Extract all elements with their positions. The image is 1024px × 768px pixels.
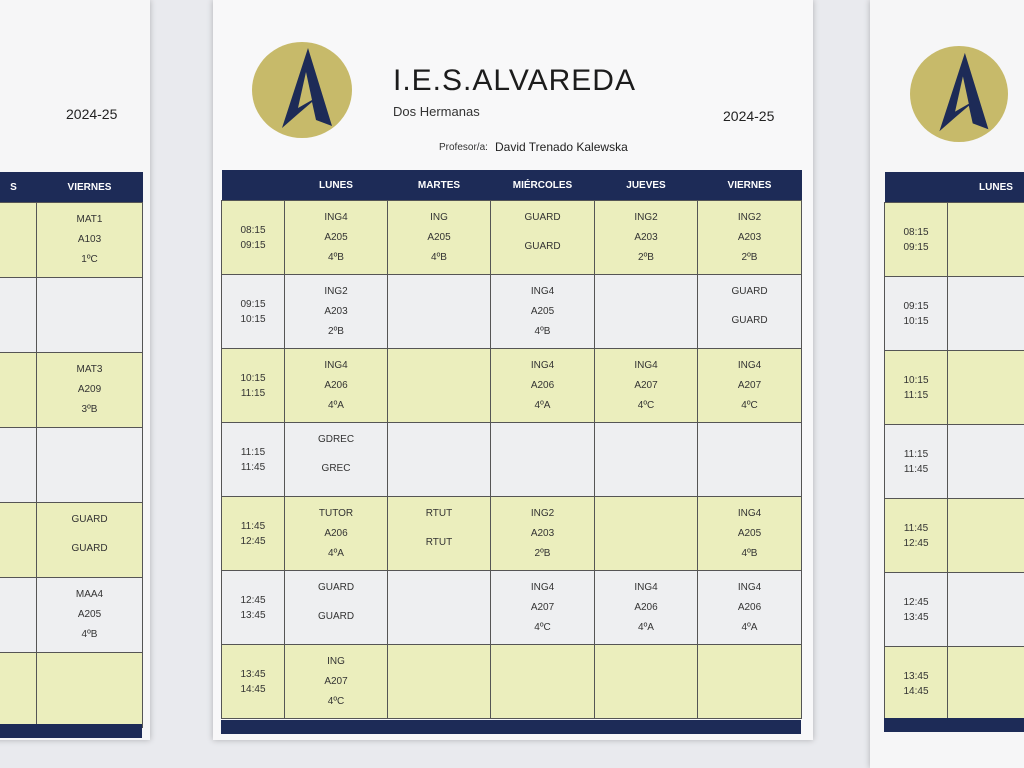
time-start: 08:15 (240, 224, 266, 236)
class-group: 4ºA (534, 399, 551, 411)
class-cell-content (0, 284, 36, 346)
schedule-cell (698, 275, 802, 349)
time-slot (222, 497, 285, 571)
class-group: 2ºB (741, 251, 758, 263)
class-subject: ING2 (530, 507, 555, 519)
class-subject: ING4 (634, 581, 658, 593)
class-room: A203 (737, 231, 762, 243)
class-cell-content (491, 429, 594, 491)
schedule-cell (0, 278, 37, 353)
left-header-viernes: VIERNES (37, 172, 143, 203)
class-cell-content (37, 209, 142, 271)
class-cell-content (595, 503, 697, 565)
class-cell-content (37, 659, 142, 721)
class-room: A205 (737, 527, 762, 539)
schedule-row (222, 571, 802, 645)
class-room: GUARD (731, 314, 768, 326)
class-room: A205 (77, 609, 102, 620)
class-room: A206 (634, 601, 658, 613)
time-end: 12:45 (240, 535, 266, 547)
right-schedule-row (885, 499, 1024, 573)
schedule-row (222, 645, 802, 719)
schedule-row (222, 423, 802, 497)
schedule-cell (0, 203, 37, 278)
schedule-cell (595, 497, 698, 571)
class-subject: TUTOR (318, 507, 354, 519)
class-group: 4ºB (534, 325, 551, 337)
schedule-cell (388, 275, 491, 349)
class-cell-content (0, 584, 36, 646)
time-end: 11:45 (240, 461, 266, 473)
main-schedule-table (221, 170, 802, 719)
class-group: 4ºC (741, 399, 758, 411)
class-room: A205 (324, 231, 348, 243)
schedule-cell (948, 573, 1024, 647)
class-cell-content (37, 584, 142, 646)
class-cell-content (0, 434, 36, 496)
left-schedule-row (0, 653, 143, 728)
schedule-cell (37, 278, 143, 353)
class-cell-content (595, 651, 697, 713)
class-room: A207 (324, 675, 348, 687)
class-group: 4ºA (741, 621, 758, 633)
time-slot (222, 571, 285, 645)
left-schedule-table (0, 172, 143, 728)
schedule-cell (595, 201, 698, 275)
time-start: 10:15 (240, 372, 266, 384)
class-group: 4ºA (328, 399, 344, 411)
class-group: 4ºB (741, 547, 758, 559)
schedule-cell (491, 423, 595, 497)
left-header-0: S (0, 172, 37, 203)
schedule-cell (0, 578, 37, 653)
class-cell-content (285, 577, 387, 639)
class-group: 4ºC (534, 621, 551, 633)
class-room: RTUT (425, 536, 453, 548)
schedule-cell (37, 428, 143, 503)
class-subject: ING (430, 211, 448, 223)
right-header-lunes: LUNES (948, 172, 1024, 203)
class-subject: GUARD (731, 285, 768, 297)
left-footer-bar (0, 724, 142, 738)
schedule-cell (0, 353, 37, 428)
class-room: A207 (530, 601, 555, 613)
class-cell-content (37, 434, 142, 496)
schedule-cell (491, 645, 595, 719)
time-start: 11:45 (240, 520, 266, 532)
class-cell-content (698, 577, 801, 639)
time-slot (222, 645, 285, 719)
time-start: 10:15 (903, 374, 929, 386)
class-subject: ING4 (324, 211, 348, 223)
header-jueves: JUEVES (595, 170, 698, 201)
class-group: 3ºB (81, 404, 98, 415)
class-subject: ING4 (530, 581, 555, 593)
schedule-cell (491, 275, 595, 349)
class-subject: MAA4 (75, 589, 104, 600)
class-cell-content (595, 281, 697, 343)
class-cell-content (285, 281, 387, 343)
schedule-cell (491, 571, 595, 645)
class-cell-content (0, 509, 36, 571)
class-cell-content (698, 651, 801, 713)
professor-label: Profesor/a: (439, 142, 488, 153)
schedule-row (222, 497, 802, 571)
right-schedule-row (885, 351, 1024, 425)
schedule-cell (948, 351, 1024, 425)
schedule-cell (0, 503, 37, 578)
time-slot (885, 647, 948, 721)
class-cell-content (388, 503, 490, 565)
schedule-cell (388, 201, 491, 275)
right-footer-bar (884, 718, 1024, 732)
class-room: A203 (324, 305, 348, 317)
class-cell-content (388, 429, 490, 491)
svg-text:a: a (316, 109, 323, 124)
schedule-cell (595, 571, 698, 645)
class-group: 2ºB (328, 325, 344, 337)
schedule-cell (595, 275, 698, 349)
left-schedule-row (0, 278, 143, 353)
time-slot (222, 349, 285, 423)
header-lunes: LUNES (285, 170, 388, 201)
class-subject: GUARD (317, 581, 355, 593)
class-cell-content (388, 577, 490, 639)
time-end: 14:45 (903, 685, 929, 697)
class-cell-content (37, 284, 142, 346)
class-subject: ING4 (737, 581, 762, 593)
schedule-cell (388, 497, 491, 571)
schedule-cell (595, 645, 698, 719)
class-cell-content (698, 281, 801, 343)
time-start: 12:45 (240, 594, 266, 606)
time-slot (885, 277, 948, 351)
time-start: 13:45 (240, 668, 266, 680)
header-viernes: VIERNES (698, 170, 802, 201)
time-start: 13:45 (903, 670, 929, 682)
class-room: GUARD (317, 610, 355, 622)
time-end: 09:15 (240, 239, 266, 251)
class-cell-content (388, 281, 490, 343)
class-subject: ING4 (530, 359, 555, 371)
right-schedule-table (884, 172, 1024, 721)
class-group: 4ºB (81, 629, 98, 640)
schedule-cell (948, 647, 1024, 721)
class-subject: RTUT (425, 507, 453, 519)
class-cell-content (491, 651, 594, 713)
time-slot (222, 275, 285, 349)
time-slot (885, 203, 948, 277)
schedule-cell (285, 349, 388, 423)
left-schedule-row (0, 503, 143, 578)
main-footer-bar (221, 720, 801, 734)
left-schedule-sheet (0, 0, 150, 740)
schedule-row (222, 201, 802, 275)
class-room: A206 (737, 601, 762, 613)
time-slot (222, 423, 285, 497)
schedule-cell (948, 425, 1024, 499)
schedule-cell (698, 497, 802, 571)
school-city: Dos Hermanas (393, 104, 480, 119)
class-subject: ING2 (324, 285, 348, 297)
schedule-cell (491, 349, 595, 423)
class-cell-content (0, 659, 36, 721)
time-end: 11:45 (903, 463, 929, 475)
time-slot (885, 499, 948, 573)
schedule-cell (285, 423, 388, 497)
class-cell-content (37, 509, 142, 571)
class-subject: ING (327, 655, 345, 667)
time-slot (885, 425, 948, 499)
class-group: 2ºB (534, 547, 551, 559)
right-schedule-row (885, 277, 1024, 351)
class-cell-content (285, 503, 387, 565)
schedule-cell (698, 645, 802, 719)
class-cell-content (0, 209, 36, 271)
class-cell-content (0, 359, 36, 421)
class-cell-content (37, 359, 142, 421)
time-start: 11:15 (240, 446, 266, 458)
schedule-cell (285, 497, 388, 571)
time-end: 13:45 (903, 611, 929, 623)
class-cell-content (698, 355, 801, 417)
schedule-cell (37, 653, 143, 728)
time-start: 11:15 (903, 448, 929, 460)
class-cell-content (491, 281, 594, 343)
time-slot (885, 351, 948, 425)
class-cell-content (285, 429, 387, 491)
class-group: 1ºC (81, 254, 98, 265)
time-start: 08:15 (903, 226, 929, 238)
left-schedule-row (0, 578, 143, 653)
svg-text:a: a (972, 111, 980, 127)
class-subject: ING4 (530, 285, 555, 297)
class-cell-content (285, 355, 387, 417)
time-end: 10:15 (240, 313, 266, 325)
class-cell-content (698, 207, 801, 269)
class-cell-content (285, 207, 387, 269)
professor-name: David Trenado Kalewska (495, 140, 628, 154)
class-room: A203 (530, 527, 555, 539)
time-start: 09:15 (903, 300, 929, 312)
class-subject: MAT3 (76, 364, 103, 375)
main-schedule-sheet (213, 0, 813, 740)
school-logo-icon (252, 42, 352, 138)
class-subject: GDREC (317, 433, 355, 445)
class-subject: ING4 (324, 359, 348, 371)
class-room: A205 (530, 305, 555, 317)
class-cell-content (698, 429, 801, 491)
class-cell-content (595, 429, 697, 491)
class-cell-content (595, 577, 697, 639)
right-schedule-row (885, 425, 1024, 499)
class-room: A207 (737, 379, 762, 391)
class-subject: MAT1 (76, 214, 103, 225)
school-title: I.E.S.ALVAREDA (393, 64, 636, 97)
class-group: 4ºA (328, 547, 344, 559)
class-cell-content (491, 503, 594, 565)
left-schedule-row (0, 428, 143, 503)
class-group: 4ºA (638, 621, 654, 633)
right-schedule-sheet (870, 0, 1024, 768)
class-cell-content (698, 503, 801, 565)
schedule-cell (388, 571, 491, 645)
header-miercoles: MIÉRCOLES (491, 170, 595, 201)
class-cell-content (491, 577, 594, 639)
class-room: A103 (77, 234, 102, 245)
left-schedule-row (0, 353, 143, 428)
class-cell-content (388, 651, 490, 713)
schedule-cell (285, 201, 388, 275)
schedule-cell (491, 201, 595, 275)
class-cell-content (388, 207, 490, 269)
time-slot (222, 201, 285, 275)
schedule-cell (948, 499, 1024, 573)
main-year: 2024-25 (723, 108, 775, 124)
class-subject: ING4 (634, 359, 658, 371)
schedule-cell (37, 578, 143, 653)
class-room: A206 (324, 527, 348, 539)
header-martes: MARTES (388, 170, 491, 201)
schedule-cell (948, 203, 1024, 277)
time-end: 09:15 (903, 241, 929, 253)
time-end: 12:45 (903, 537, 929, 549)
time-end: 11:15 (240, 387, 266, 399)
class-cell-content (388, 355, 490, 417)
time-end: 10:15 (903, 315, 929, 327)
time-start: 12:45 (903, 596, 929, 608)
schedule-cell (948, 277, 1024, 351)
class-subject: GUARD (71, 514, 108, 525)
time-slot (885, 573, 948, 647)
left-year: 2024-25 (66, 106, 118, 122)
right-schedule-row (885, 647, 1024, 721)
schedule-row (222, 349, 802, 423)
class-room: GUARD (71, 543, 108, 554)
class-room: A207 (634, 379, 658, 391)
class-cell-content (595, 207, 697, 269)
schedule-cell (595, 423, 698, 497)
class-cell-content (285, 651, 387, 713)
class-group: 4ºB (431, 251, 447, 263)
time-end: 14:45 (240, 683, 266, 695)
school-logo-icon (910, 46, 1008, 142)
class-room: A209 (77, 384, 102, 395)
schedule-cell (0, 428, 37, 503)
class-room: A206 (530, 379, 555, 391)
class-room: A203 (634, 231, 658, 243)
class-subject: ING2 (737, 211, 762, 223)
schedule-cell (388, 645, 491, 719)
schedule-cell (698, 571, 802, 645)
class-subject: ING2 (634, 211, 658, 223)
class-group: 4ºC (327, 695, 345, 707)
class-room: GUARD (524, 240, 561, 252)
time-end: 13:45 (240, 609, 266, 621)
time-start: 09:15 (240, 298, 266, 310)
class-subject: ING4 (737, 359, 762, 371)
schedule-cell (37, 503, 143, 578)
class-group: 4ºB (328, 251, 344, 263)
class-room: A205 (427, 231, 451, 243)
schedule-cell (37, 353, 143, 428)
schedule-cell (698, 349, 802, 423)
schedule-cell (491, 497, 595, 571)
schedule-row (222, 275, 802, 349)
schedule-cell (388, 349, 491, 423)
right-header-time (885, 172, 948, 203)
class-subject: ING4 (737, 507, 762, 519)
right-schedule-row (885, 203, 1024, 277)
schedule-cell (285, 571, 388, 645)
time-start: 11:45 (903, 522, 929, 534)
left-schedule-row (0, 203, 143, 278)
header-time (222, 170, 285, 201)
schedule-cell (37, 203, 143, 278)
schedule-cell (285, 275, 388, 349)
schedule-cell (388, 423, 491, 497)
class-room: GREC (321, 462, 351, 474)
schedule-cell (0, 653, 37, 728)
class-subject: GUARD (524, 211, 561, 223)
schedule-cell (285, 645, 388, 719)
schedule-cell (595, 349, 698, 423)
class-cell-content (595, 355, 697, 417)
class-group: 4ºC (637, 399, 655, 411)
class-cell-content (491, 355, 594, 417)
time-end: 11:15 (903, 389, 929, 401)
schedule-cell (698, 423, 802, 497)
class-room: A206 (324, 379, 348, 391)
class-group: 2ºB (638, 251, 654, 263)
schedule-cell (698, 201, 802, 275)
class-cell-content (491, 207, 594, 269)
right-schedule-row (885, 573, 1024, 647)
